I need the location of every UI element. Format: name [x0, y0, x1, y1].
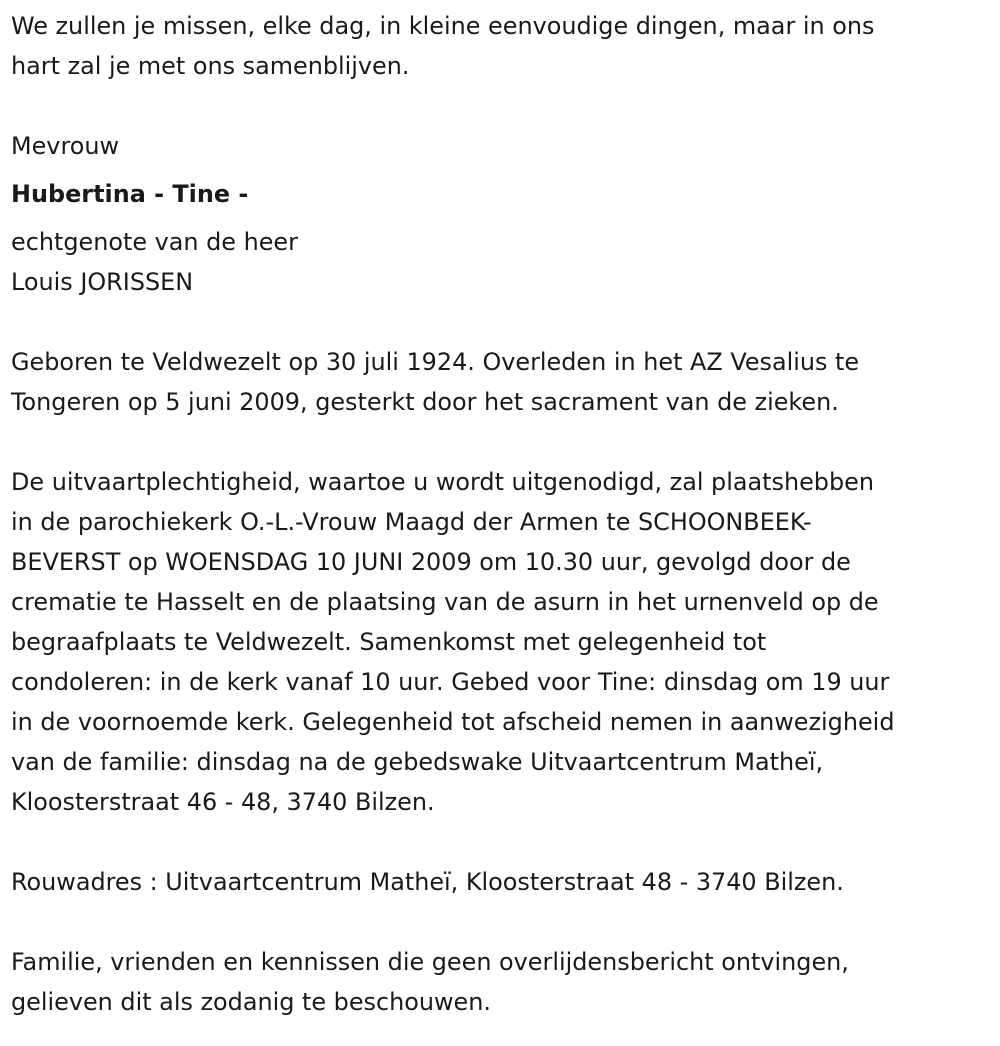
funeral-line: in de voornoemde kerk. Gelegenheid tot afscheid nemen in aanwezigheid [11, 708, 895, 736]
funeral-line: van de familie: dinsdag na de gebedswake Uitvaartcentrum Matheï, [11, 748, 824, 776]
deceased-name: Hubertina - Tine - [11, 180, 249, 208]
funeral-line: Kloosterstraat 46 - 48, 3740 Bilzen. [11, 788, 435, 816]
funeral-line: condoleren: in de kerk vanaf 10 uur. Gebed voor Tine: dinsdag om 19 uur [11, 668, 890, 696]
salutation: Mevrouw [11, 132, 120, 160]
relation-text: echtgenote van de heer [11, 228, 298, 256]
funeral-line: De uitvaartplechtigheid, waartoe u wordt uitgenodigd, zal plaatshebben [11, 468, 874, 496]
closing-line-2: gelieven dit als zodanig te beschouwen. [11, 988, 491, 1016]
quote-line-1: We zullen je missen, elke dag, in kleine eenvoudige dingen, maar in ons [11, 12, 875, 40]
spouse-name: Louis JORISSEN [11, 268, 194, 296]
mourning-address [11, 862, 1000, 902]
funeral-paragraph [11, 462, 1000, 822]
closing-line-1: Familie, vrienden en kennissen die geen overlijdensbericht ontvingen, [11, 948, 849, 976]
birth-death-line-2: Tongeren op 5 juni 2009, gesterkt door het sacrament van de zieken. [11, 388, 839, 416]
memorial-quote [11, 6, 1000, 86]
deceased-block [11, 126, 1000, 302]
birth-death-paragraph [11, 342, 1000, 422]
birth-death-line-1: Geboren te Veldwezelt op 30 juli 1924. Overleden in het AZ Vesalius te [11, 348, 860, 376]
address-line: Rouwadres : Uitvaartcentrum Matheï, Kloosterstraat 48 - 3740 Bilzen. [11, 868, 844, 896]
quote-line-2: hart zal je met ons samenblijven. [11, 52, 410, 80]
funeral-line: BEVERST op WOENSDAG 10 JUNI 2009 om 10.30 uur, gevolgd door de [11, 548, 851, 576]
funeral-line: begraafplaats te Veldwezelt. Samenkomst met gelegenheid tot [11, 628, 767, 656]
closing-paragraph [11, 942, 1000, 1022]
funeral-line: in de parochiekerk O.-L.-Vrouw Maagd der Armen te SCHOONBEEK- [11, 508, 812, 536]
funeral-line: crematie te Hasselt en de plaatsing van de asurn in het urnenveld op de [11, 588, 879, 616]
